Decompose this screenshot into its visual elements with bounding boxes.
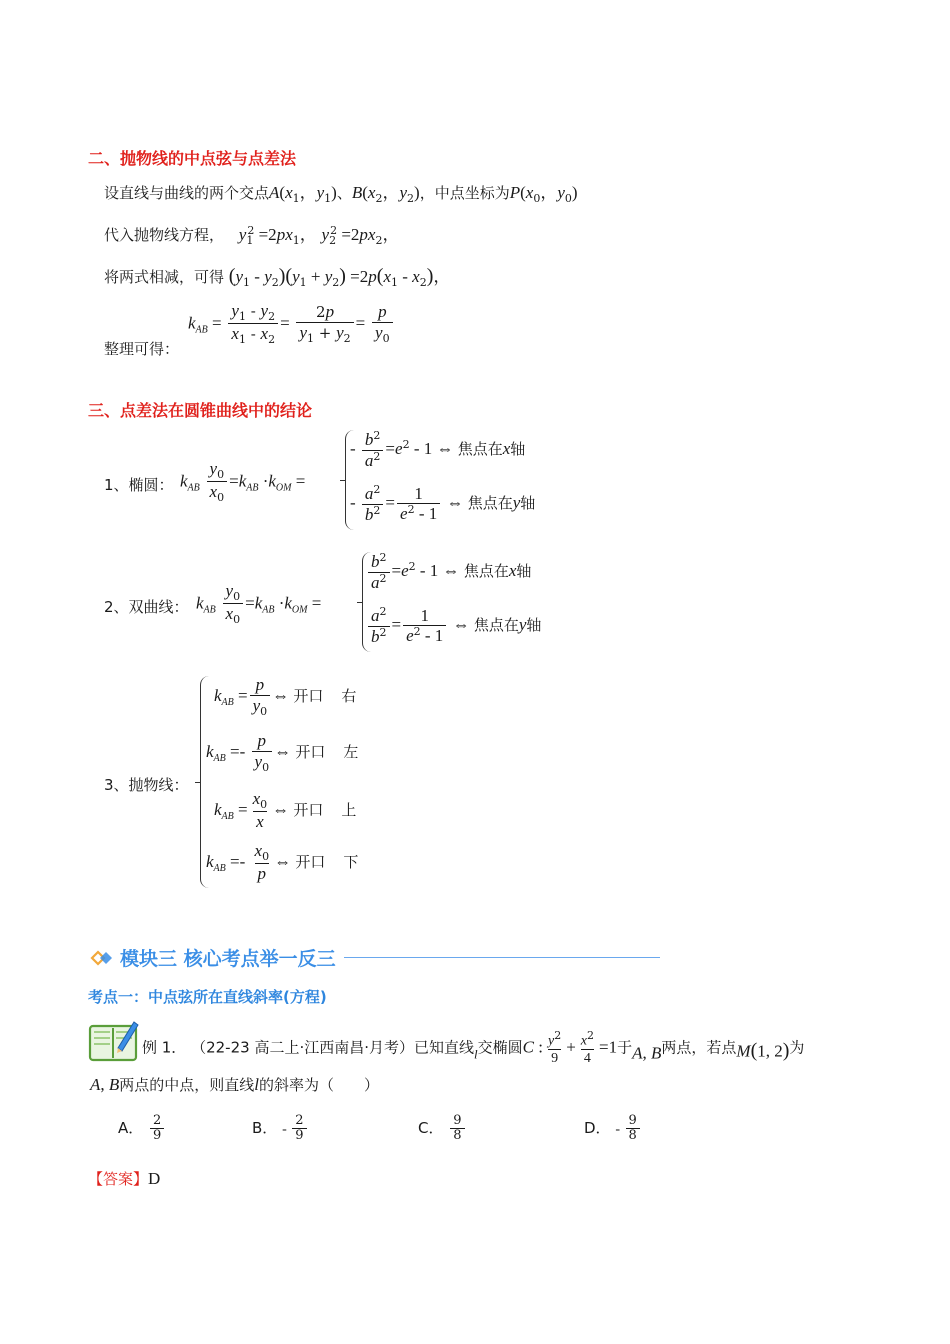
open-text: 开口 (293, 800, 324, 819)
line1-text: 设直线与曲线的两个交点 (104, 184, 270, 202)
example-t6: 的斜率为（ ） (259, 1076, 380, 1094)
kaodian-title: 考点一：中点弦所在直线斜率(方程) (88, 988, 327, 1006)
formula: A (269, 183, 280, 202)
axis-text: 轴 (510, 440, 526, 459)
option-a-label: A． (118, 1119, 144, 1138)
axis-text: 轴 (520, 494, 536, 513)
hyperbola-formula: $k_{AB}$ $\frac{y_0}{x_0}$ $=k_{AB} \cdot k_{OM}$ = (196, 581, 322, 627)
axis-text: 轴 (516, 562, 532, 581)
parabola-case-left: $k_{AB}$ =- $\frac{p}{y_0}$ ⇔ 开口 左 (206, 731, 359, 774)
option-c[interactable]: C． $\frac{9}{8}$ (418, 1114, 467, 1144)
hyperbola-case-y: $\frac{a^2}{b^2}$ = $\frac{1}{e^2 - 1}$ ⇔ 焦点在y轴 (366, 606, 541, 646)
dir-down: 下 (343, 852, 359, 871)
line1-mid: ，中点坐标为 (419, 184, 510, 202)
parabola-case-down: $k_{AB}$ =- $\frac{x_0}{p}$ ⇔ 开口 下 (206, 841, 359, 884)
line-subtract: 将两式相减，可得 $(y_1 - y_2)(y_1 + y_2) =2p(x_1 - x_2)$， (104, 265, 451, 289)
module-title: 模块三 核心考点举一反三 (120, 948, 336, 970)
section-heading-2: 二、抛物线的中点弦与点差法 (88, 149, 297, 168)
book-pencil-icon (88, 1016, 140, 1062)
example-t1: 交椭圆 (477, 1038, 523, 1057)
option-d[interactable]: D． - $\frac{9}{8}$ (584, 1114, 642, 1144)
ellipse-case-x: - $\frac{b^2}{a^2}$ $=e^2 - 1$ ⇔ 焦点在x轴 (350, 429, 526, 470)
sep: 、 (336, 184, 352, 202)
option-b-label: B． (252, 1119, 278, 1138)
line2-text: 代入抛物线方程， (104, 226, 225, 244)
module-bar (90, 944, 660, 971)
dir-left: 左 (343, 743, 359, 762)
line3-text: 将两式相减，可得 (104, 268, 225, 286)
focus-x-text: 焦点在 (457, 440, 503, 459)
line-substitute: 代入抛物线方程， $y_1^2 =2px_1$， $y_2^2 =2px_2$， (104, 224, 400, 247)
line-intersection-points: 设直线与曲线的两个交点$A(x_1$，$y_1$)、$B(x_2$，$y_2$)，中点坐标为$P(x_0$，$y_0$) (104, 183, 578, 205)
option-d-label: D． (584, 1119, 611, 1138)
focus-y-text: 焦点在 (473, 616, 519, 635)
focus-y-text: 焦点在 (467, 494, 513, 513)
answer-value: D (148, 1169, 161, 1188)
diamond-arrow-icon (90, 948, 114, 968)
parabola-label: 3、抛物线： (104, 776, 189, 794)
open-text: 开口 (295, 743, 326, 762)
answer-line (88, 1168, 160, 1189)
module-divider (344, 957, 660, 958)
line4-text: 整理可得： (104, 340, 180, 358)
example-label: 例 1． (142, 1038, 187, 1057)
example-question-line1: 例 1． （22-23 高二上·江西南昌·月考）已知直线l交椭圆C : $\frac{y^2}{9}$ + $\frac{x^2}{4}$ =1于A, B两点，若点M(1, 2)为 (142, 1029, 805, 1067)
example-t5: 两点的中点，则直线 (119, 1076, 255, 1094)
example-t3: 两点，若点 (661, 1038, 737, 1057)
option-b[interactable]: B． - $\frac{2}{9}$ (252, 1114, 309, 1144)
dir-right: 右 (341, 687, 357, 706)
answer-bracket: 【答案】 (88, 1170, 149, 1188)
example-t2: 于 (617, 1038, 633, 1057)
option-a[interactable]: A． $\frac{2}{9}$ (118, 1114, 166, 1144)
section-heading-3: 三、点差法在圆锥曲线中的结论 (88, 401, 313, 420)
ellipse-case-y: - $\frac{a^2}{b^2}$ = $\frac{1}{e^2 - 1}$ ⇔ 焦点在y轴 (350, 483, 536, 524)
option-c-label: C． (418, 1119, 444, 1138)
open-text: 开口 (293, 687, 324, 706)
example-t4: 为 (789, 1038, 805, 1057)
parabola-case-right: $k_{AB}$ = $\frac{p}{y_0}$ ⇔ 开口 右 (214, 675, 357, 718)
ellipse-label: 1、椭圆： (104, 476, 174, 494)
hyperbola-case-x: $\frac{b^2}{a^2}$ $=e^2 - 1$ ⇔ 焦点在x轴 (366, 552, 531, 592)
parabola-case-up: $k_{AB}$ = $\frac{x_0}{x}$ ⇔ 开口 上 (214, 789, 357, 832)
open-text: 开口 (295, 852, 326, 871)
slope-formula: $k_{AB}$ = $\frac{y_1 - y_2}{x_1 - x_2}$ = $\frac{2p}{y_1 + y_2}$ = $\frac{p}{y_0}$ (188, 302, 395, 347)
axis-text: 轴 (526, 616, 542, 635)
example-question-line2: A, B两点的中点，则直线l的斜率为（ ） (90, 1075, 380, 1094)
example-source: （22-23 高二上·江西南昌·月考）已知直线 (191, 1038, 474, 1057)
dir-up: 上 (341, 800, 357, 819)
focus-x-text: 焦点在 (463, 562, 509, 581)
hyperbola-label: 2、双曲线： (104, 598, 189, 616)
ellipse-formula: $k_{AB}$ $\frac{y_0}{x_0}$ $=k_{AB} \cdot k_{OM}$ = (180, 459, 306, 505)
